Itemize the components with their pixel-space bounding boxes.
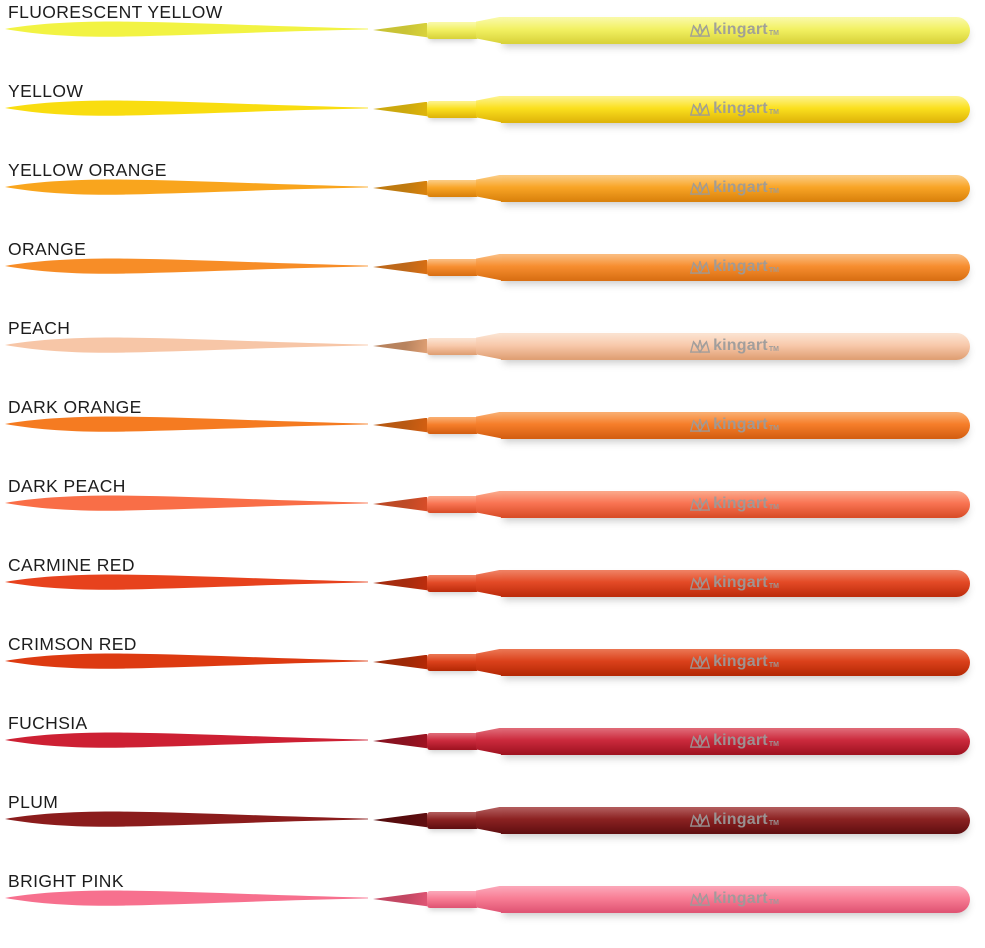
- logo-text: kingart: [713, 653, 768, 670]
- logo-text: kingart: [713, 495, 768, 512]
- trademark-label: TM: [768, 504, 779, 511]
- logo-text: kingart: [713, 258, 768, 275]
- logo-text: kingart: [713, 337, 768, 354]
- pen-barrel: [501, 491, 970, 518]
- pen-nib-collar: [427, 733, 477, 750]
- color-name-label: DARK ORANGE: [8, 397, 142, 417]
- color-name-label: BRIGHT PINK: [8, 871, 124, 891]
- pen-nib-collar: [427, 417, 477, 434]
- kingart-logo: [688, 812, 779, 829]
- color-row: [0, 553, 985, 632]
- color-name-label: CRIMSON RED: [8, 634, 137, 654]
- color-name-label: FLUORESCENT YELLOW: [8, 2, 223, 22]
- color-name-label: YELLOW ORANGE: [8, 160, 167, 180]
- logo-text: kingart: [713, 732, 768, 749]
- kingart-logo: [688, 338, 779, 355]
- logo-text: kingart: [713, 811, 768, 828]
- pen-barrel: [501, 254, 970, 281]
- pen-nib-collar: [427, 575, 477, 592]
- color-row: [0, 632, 985, 711]
- pen-nib-collar: [427, 654, 477, 671]
- pen-shoulder: [476, 570, 502, 597]
- crown-icon: [688, 101, 712, 118]
- logo-text: kingart: [713, 890, 768, 907]
- color-row: [0, 316, 985, 395]
- color-row: [0, 790, 985, 869]
- color-row: [0, 711, 985, 790]
- brush-stroke-swatch: [4, 725, 370, 755]
- pen-shoulder: [476, 333, 502, 360]
- brush-tip-icon: [373, 497, 427, 512]
- kingart-logo: [688, 22, 779, 39]
- kingart-logo: [688, 891, 779, 908]
- logo-text: kingart: [713, 21, 768, 38]
- kingart-logo: [688, 180, 779, 197]
- brush-tip-icon: [373, 260, 427, 275]
- trademark-label: TM: [768, 267, 779, 274]
- pen-shoulder: [476, 17, 502, 44]
- color-name-label: DARK PEACH: [8, 476, 126, 496]
- trademark-label: TM: [768, 188, 779, 195]
- pen-shoulder: [476, 886, 502, 913]
- marker-pen: [373, 253, 970, 281]
- pen-shoulder: [476, 491, 502, 518]
- logo-text: kingart: [713, 179, 768, 196]
- pen-nib-collar: [427, 338, 477, 355]
- pen-shoulder: [476, 96, 502, 123]
- brush-stroke-swatch: [4, 251, 370, 281]
- marker-pen: [373, 411, 970, 439]
- logo-text: kingart: [713, 416, 768, 433]
- crown-icon: [688, 733, 712, 750]
- brush-stroke-swatch: [4, 330, 370, 360]
- trademark-label: TM: [768, 741, 779, 748]
- brush-tip-icon: [373, 655, 427, 670]
- color-row: [0, 474, 985, 553]
- pen-barrel: [501, 807, 970, 834]
- color-row: [0, 869, 985, 948]
- brush-tip-icon: [373, 576, 427, 591]
- pen-shoulder: [476, 254, 502, 281]
- brush-tip-icon: [373, 102, 427, 117]
- color-row: [0, 0, 985, 79]
- marker-pen: [373, 16, 970, 44]
- marker-pen: [373, 95, 970, 123]
- pen-barrel: [501, 96, 970, 123]
- color-name-label: CARMINE RED: [8, 555, 135, 575]
- color-row: [0, 79, 985, 158]
- trademark-label: TM: [768, 346, 779, 353]
- brush-stroke-swatch: [4, 646, 370, 676]
- logo-text: kingart: [713, 574, 768, 591]
- marker-pen: [373, 648, 970, 676]
- trademark-label: TM: [768, 30, 779, 37]
- trademark-label: TM: [768, 820, 779, 827]
- pen-nib-collar: [427, 22, 477, 39]
- color-row: [0, 395, 985, 474]
- color-name-label: FUCHSIA: [8, 713, 88, 733]
- kingart-logo: [688, 101, 779, 118]
- color-name-label: YELLOW: [8, 81, 84, 101]
- color-row: [0, 237, 985, 316]
- pen-barrel: [501, 649, 970, 676]
- kingart-logo: [688, 417, 779, 434]
- kingart-logo: [688, 654, 779, 671]
- color-name-label: PEACH: [8, 318, 71, 338]
- brush-tip-icon: [373, 339, 427, 354]
- pen-barrel: [501, 570, 970, 597]
- trademark-label: TM: [768, 109, 779, 116]
- marker-pen: [373, 332, 970, 360]
- pen-nib-collar: [427, 180, 477, 197]
- brush-stroke-swatch: [4, 488, 370, 518]
- crown-icon: [688, 259, 712, 276]
- pen-barrel: [501, 17, 970, 44]
- marker-pen: [373, 806, 970, 834]
- kingart-logo: [688, 496, 779, 513]
- color-row: [0, 158, 985, 237]
- kingart-logo: [688, 575, 779, 592]
- trademark-label: TM: [768, 662, 779, 669]
- crown-icon: [688, 180, 712, 197]
- brush-stroke-swatch: [4, 14, 370, 44]
- pen-nib-collar: [427, 259, 477, 276]
- marker-pen: [373, 727, 970, 755]
- logo-text: kingart: [713, 100, 768, 117]
- marker-pen: [373, 569, 970, 597]
- color-name-label: ORANGE: [8, 239, 87, 259]
- pen-nib-collar: [427, 101, 477, 118]
- brush-stroke-swatch: [4, 804, 370, 834]
- pen-nib-collar: [427, 496, 477, 513]
- pen-nib-collar: [427, 891, 477, 908]
- marker-pen: [373, 174, 970, 202]
- pen-barrel: [501, 333, 970, 360]
- crown-icon: [688, 891, 712, 908]
- crown-icon: [688, 654, 712, 671]
- brush-tip-icon: [373, 813, 427, 828]
- pen-barrel: [501, 886, 970, 913]
- pen-nib-collar: [427, 812, 477, 829]
- color-name-label: PLUM: [8, 792, 59, 812]
- brush-tip-icon: [373, 734, 427, 749]
- crown-icon: [688, 575, 712, 592]
- brush-tip-icon: [373, 181, 427, 196]
- pen-shoulder: [476, 175, 502, 202]
- crown-icon: [688, 417, 712, 434]
- brush-stroke-swatch: [4, 883, 370, 913]
- pen-shoulder: [476, 649, 502, 676]
- kingart-logo: [688, 259, 779, 276]
- kingart-logo: [688, 733, 779, 750]
- pen-shoulder: [476, 728, 502, 755]
- crown-icon: [688, 812, 712, 829]
- trademark-label: TM: [768, 583, 779, 590]
- marker-pen: [373, 885, 970, 913]
- pen-barrel: [501, 728, 970, 755]
- brush-stroke-swatch: [4, 567, 370, 597]
- pen-barrel: [501, 175, 970, 202]
- pen-shoulder: [476, 807, 502, 834]
- brush-tip-icon: [373, 418, 427, 433]
- pen-shoulder: [476, 412, 502, 439]
- brush-tip-icon: [373, 23, 427, 38]
- crown-icon: [688, 338, 712, 355]
- brush-stroke-swatch: [4, 93, 370, 123]
- trademark-label: TM: [768, 899, 779, 906]
- trademark-label: TM: [768, 425, 779, 432]
- pen-barrel: [501, 412, 970, 439]
- brush-tip-icon: [373, 892, 427, 907]
- brush-stroke-swatch: [4, 409, 370, 439]
- crown-icon: [688, 496, 712, 513]
- crown-icon: [688, 22, 712, 39]
- marker-pen: [373, 490, 970, 518]
- brush-stroke-swatch: [4, 172, 370, 202]
